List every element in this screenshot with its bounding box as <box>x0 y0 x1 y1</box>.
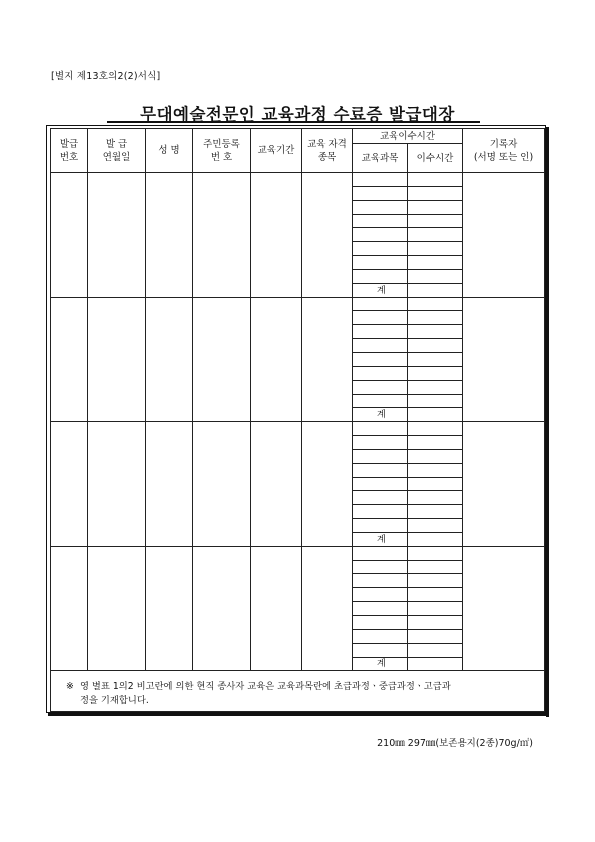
cell-qualification[interactable] <box>302 173 353 298</box>
cell-course[interactable] <box>353 200 408 214</box>
cell-hours[interactable] <box>408 422 463 436</box>
cell-issue-date[interactable] <box>88 546 146 671</box>
document-title: 무대예술전문인 교육과정 수료증 발급대장 <box>140 105 455 124</box>
cell-course[interactable] <box>353 214 408 228</box>
cell-hours[interactable] <box>408 546 463 560</box>
cell-recorder-signature[interactable] <box>463 173 545 298</box>
cell-hours[interactable] <box>408 588 463 602</box>
note-mark: ※ <box>66 681 74 692</box>
record-row <box>51 173 545 187</box>
cell-hours[interactable] <box>408 256 463 270</box>
cell-course[interactable] <box>353 366 408 380</box>
cell-course[interactable] <box>353 505 408 519</box>
cell-total-hours[interactable] <box>408 532 463 546</box>
cell-hours[interactable] <box>408 352 463 366</box>
cell-course[interactable] <box>353 325 408 339</box>
total-label: 계 <box>353 408 408 422</box>
frame-shadow-bottom <box>48 713 549 716</box>
cell-hours[interactable] <box>408 242 463 256</box>
record-row <box>51 297 545 311</box>
cell-course[interactable] <box>353 588 408 602</box>
header-issue-number: 발급 번호 <box>51 129 88 173</box>
cell-hours[interactable] <box>408 186 463 200</box>
cell-course[interactable] <box>353 394 408 408</box>
form-reference: [별지 제13호의2(2)서식] <box>51 71 161 82</box>
issuance-register-table <box>50 128 545 712</box>
cell-hours[interactable] <box>408 574 463 588</box>
cell-education-period[interactable] <box>251 546 302 671</box>
cell-resident-number[interactable] <box>193 297 251 422</box>
cell-education-period[interactable] <box>251 422 302 547</box>
cell-hours[interactable] <box>408 491 463 505</box>
cell-issue-date[interactable] <box>88 173 146 298</box>
cell-course[interactable] <box>353 173 408 187</box>
record-row <box>51 422 545 436</box>
cell-hours[interactable] <box>408 311 463 325</box>
note-line-2: 정을 기재합니다. <box>80 695 149 706</box>
cell-hours[interactable] <box>408 463 463 477</box>
record-row <box>51 546 545 560</box>
cell-hours[interactable] <box>408 519 463 533</box>
cell-hours[interactable] <box>408 436 463 450</box>
cell-course[interactable] <box>353 449 408 463</box>
cell-hours[interactable] <box>408 643 463 657</box>
header-hours: 이수시간 <box>408 144 463 173</box>
cell-hours[interactable] <box>408 602 463 616</box>
cell-hours[interactable] <box>408 380 463 394</box>
total-label: 계 <box>353 657 408 671</box>
cell-course[interactable] <box>353 380 408 394</box>
cell-course[interactable] <box>353 186 408 200</box>
cell-course[interactable] <box>353 463 408 477</box>
cell-name[interactable] <box>146 297 193 422</box>
total-label: 계 <box>353 532 408 546</box>
cell-course[interactable] <box>353 560 408 574</box>
cell-hours[interactable] <box>408 200 463 214</box>
cell-total-hours[interactable] <box>408 657 463 671</box>
cell-course[interactable] <box>353 352 408 366</box>
cell-resident-number[interactable] <box>193 546 251 671</box>
cell-name[interactable] <box>146 422 193 547</box>
cell-course[interactable] <box>353 519 408 533</box>
cell-resident-number[interactable] <box>193 422 251 547</box>
cell-qualification[interactable] <box>302 297 353 422</box>
cell-course[interactable] <box>353 477 408 491</box>
title-underline <box>107 121 480 123</box>
cell-course[interactable] <box>353 297 408 311</box>
cell-issue-date[interactable] <box>88 422 146 547</box>
cell-issue-number[interactable] <box>51 546 88 671</box>
header-education-period: 교육기간 <box>251 129 302 173</box>
cell-course[interactable] <box>353 616 408 630</box>
header-completion-hours: 교육이수시간 <box>353 129 463 144</box>
cell-issue-number[interactable] <box>51 422 88 547</box>
header-issue-date: 발 급 연월일 <box>88 129 146 173</box>
cell-name[interactable] <box>146 546 193 671</box>
cell-qualification[interactable] <box>302 546 353 671</box>
cell-course[interactable] <box>353 242 408 256</box>
cell-hours[interactable] <box>408 325 463 339</box>
cell-course[interactable] <box>353 643 408 657</box>
cell-hours[interactable] <box>408 394 463 408</box>
cell-course[interactable] <box>353 546 408 560</box>
cell-recorder-signature[interactable] <box>463 422 545 547</box>
header-resident-number: 주민등록 번 호 <box>193 129 251 173</box>
cell-education-period[interactable] <box>251 173 302 298</box>
cell-hours[interactable] <box>408 560 463 574</box>
cell-hours[interactable] <box>408 214 463 228</box>
cell-hours[interactable] <box>408 477 463 491</box>
cell-course[interactable] <box>353 574 408 588</box>
cell-course[interactable] <box>353 491 408 505</box>
header-name: 성 명 <box>146 129 193 173</box>
header-course: 교육과목 <box>353 144 408 173</box>
cell-issue-number[interactable] <box>51 297 88 422</box>
header-recorder: 기록자 (서명 또는 인) <box>463 129 545 173</box>
frame-shadow-right <box>546 127 549 717</box>
cell-resident-number[interactable] <box>193 173 251 298</box>
cell-course[interactable] <box>353 269 408 283</box>
cell-course[interactable] <box>353 422 408 436</box>
cell-hours[interactable] <box>408 339 463 353</box>
total-label: 계 <box>353 283 408 297</box>
cell-issue-date[interactable] <box>88 297 146 422</box>
cell-issue-number[interactable] <box>51 173 88 298</box>
header-qualification: 교육 자격 종목 <box>302 129 353 173</box>
cell-recorder-signature[interactable] <box>463 546 545 671</box>
cell-hours[interactable] <box>408 366 463 380</box>
cell-course[interactable] <box>353 228 408 242</box>
cell-qualification[interactable] <box>302 422 353 547</box>
cell-total-hours[interactable] <box>408 408 463 422</box>
cell-course[interactable] <box>353 436 408 450</box>
cell-course[interactable] <box>353 256 408 270</box>
cell-course[interactable] <box>353 602 408 616</box>
cell-name[interactable] <box>146 173 193 298</box>
cell-course[interactable] <box>353 629 408 643</box>
footnote <box>66 680 546 708</box>
cell-education-period[interactable] <box>251 297 302 422</box>
cell-hours[interactable] <box>408 616 463 630</box>
note-line-1: 영 별표 1의2 비고란에 의한 현직 종사자 교육은 교육과목란에 초급과정ㆍ중급과정ㆍ고급과 <box>80 681 451 692</box>
cell-hours[interactable] <box>408 173 463 187</box>
cell-hours[interactable] <box>408 449 463 463</box>
cell-hours[interactable] <box>408 228 463 242</box>
cell-hours[interactable] <box>408 297 463 311</box>
paper-spec: 210㎜ 297㎜(보존용지(2종)70g/㎡) <box>377 738 533 749</box>
cell-total-hours[interactable] <box>408 283 463 297</box>
cell-course[interactable] <box>353 339 408 353</box>
cell-hours[interactable] <box>408 629 463 643</box>
cell-hours[interactable] <box>408 505 463 519</box>
cell-hours[interactable] <box>408 269 463 283</box>
cell-course[interactable] <box>353 311 408 325</box>
cell-recorder-signature[interactable] <box>463 297 545 422</box>
